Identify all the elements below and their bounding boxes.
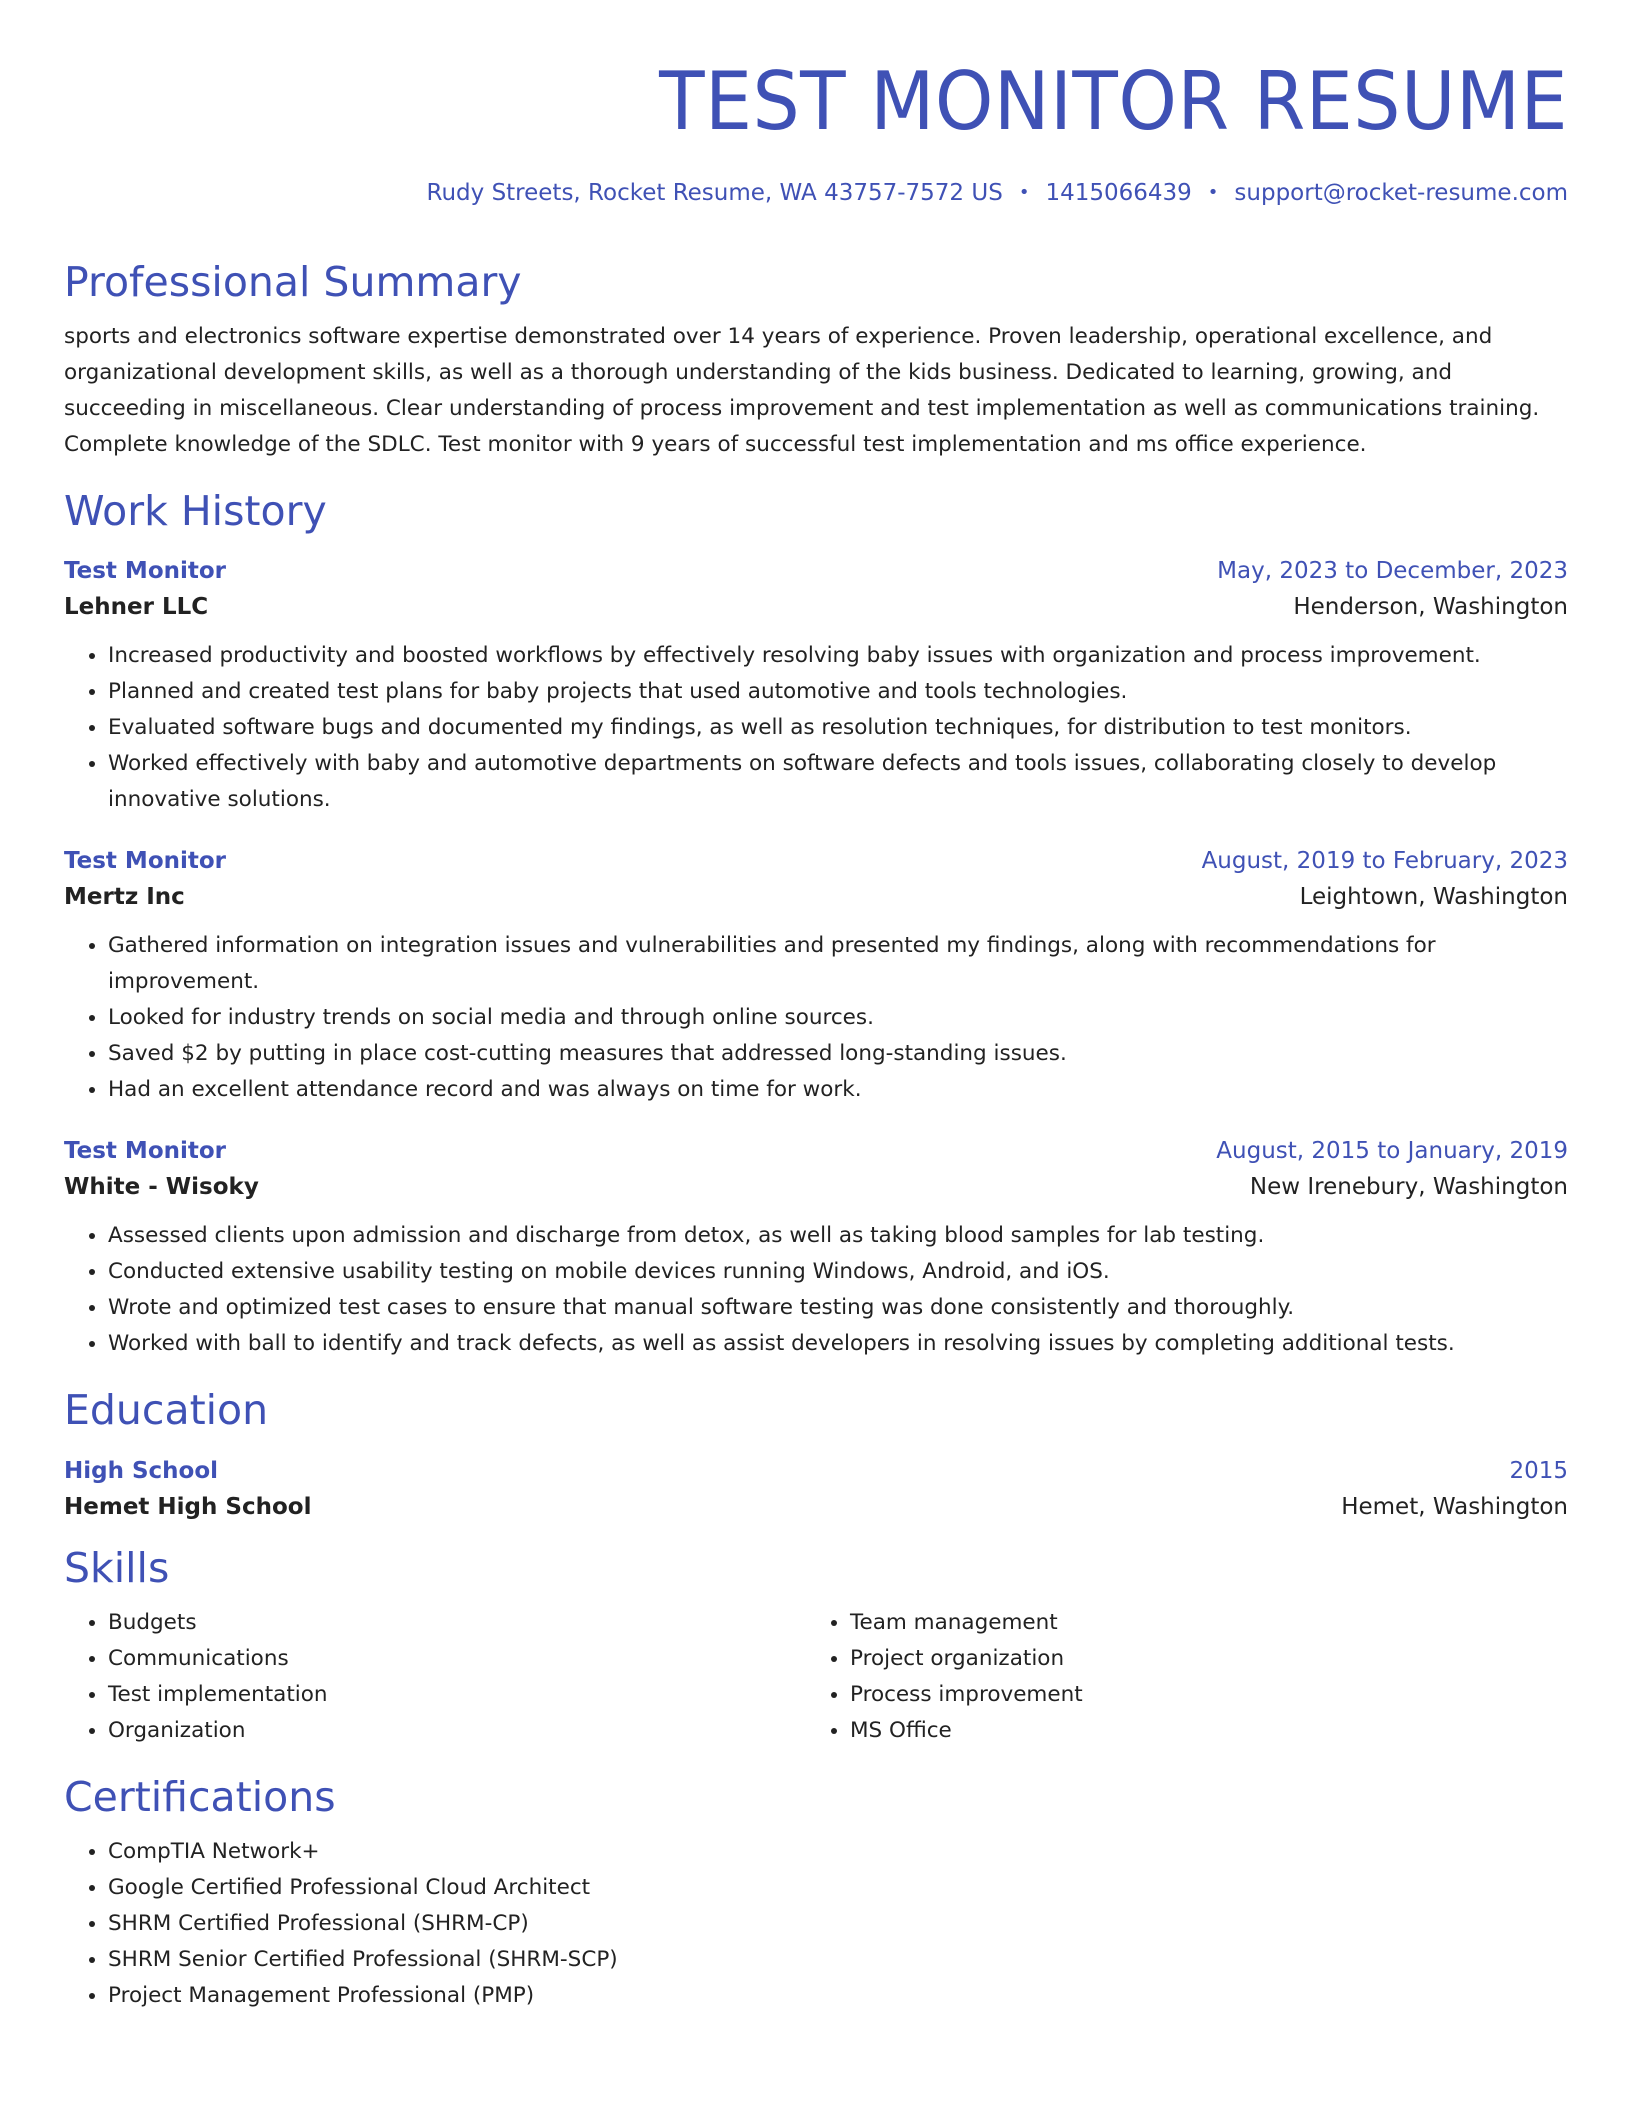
- contact-separator: •: [1018, 182, 1030, 203]
- skill-item: • Test implementation: [108, 1677, 806, 1713]
- company-name: Mertz Inc: [64, 884, 185, 911]
- bullet-item: • Gathered information on integration issues and vulnerabilities and presented my findings, along with recommendations for improvement.: [108, 928, 1568, 1000]
- certification-item: • Project Management Professional (PMP): [108, 1978, 1568, 2014]
- resume-page: [64, 0, 1568, 2014]
- contact-separator: •: [1207, 182, 1219, 203]
- graduation-year: 2015: [1509, 1457, 1568, 1484]
- job-bullets: [64, 1218, 1568, 1362]
- company-name: Lehner LLC: [64, 594, 209, 621]
- job-dates: May, 2023 to December, 2023: [1217, 558, 1568, 585]
- certification-item: • SHRM Certified Professional (SHRM-CP): [108, 1906, 1568, 1942]
- job-dates: August, 2015 to January, 2019: [1216, 1138, 1568, 1165]
- skills-column-left: [64, 1605, 806, 1749]
- contact-line: [64, 180, 1568, 206]
- education-entry: [64, 1458, 1568, 1520]
- bullet-item: • Assessed clients upon admission and discharge from detox, as well as taking blood samples for lab testing.: [108, 1218, 1568, 1254]
- skills-list: [806, 1605, 1548, 1749]
- job-location: New Irenebury, Washington: [1249, 1174, 1568, 1201]
- job-title: Test Monitor: [64, 558, 227, 585]
- skill-item: • Process improvement: [850, 1677, 1548, 1713]
- bullet-item: • Wrote and optimized test cases to ensure that manual software testing was done consistently and thoroughly.: [108, 1290, 1568, 1326]
- company-name: White - Wisoky: [64, 1174, 259, 1201]
- certification-item: • SHRM Senior Certified Professional (SHRM-SCP): [108, 1942, 1568, 1978]
- job-location: Henderson, Washington: [1293, 594, 1568, 621]
- skill-item: • MS Office: [850, 1713, 1548, 1749]
- bullet-item: • Worked with ball to identify and track defects, as well as assist developers in resolving issues by completing additional tests.: [108, 1326, 1568, 1362]
- school-name: Hemet High School: [64, 1493, 312, 1520]
- work-history-heading: Work History: [64, 487, 327, 536]
- skills-heading: Skills: [64, 1543, 170, 1592]
- skills-list: [64, 1605, 806, 1749]
- bullet-item: • Increased productivity and boosted workflows by effectively resolving baby issues with organization and process improvement.: [108, 638, 1568, 674]
- job-title: Test Monitor: [64, 848, 227, 875]
- education-heading: Education: [64, 1386, 269, 1435]
- job-bullets: [64, 928, 1568, 1108]
- resume-title: TEST MONITOR RESUME: [659, 55, 1568, 148]
- bullet-item: • Evaluated software bugs and documented my findings, as well as resolution techniques, for distribution to test monitors.: [108, 710, 1568, 746]
- job-dates: August, 2019 to February, 2023: [1201, 848, 1568, 875]
- summary-text: sports and electronics software expertise demonstrated over 14 years of experience. Proven leadership, operational excellence, and organizational development skills, as well as a thorough understanding of the kids business. Dedicated to learning, growing, and succeeding in miscellaneous. Clear understanding of process improvement and test implementation as well as communications training. Complete knowledge of the SDLC. Test monitor with 9 years of successful test implementation and ms office experience.: [64, 324, 1540, 458]
- job-location: Leightown, Washington: [1299, 884, 1568, 911]
- skill-item: • Budgets: [108, 1605, 806, 1641]
- skills-grid: [64, 1605, 1568, 1749]
- job-entry: [64, 1138, 1568, 1362]
- skill-item: • Project organization: [850, 1641, 1548, 1677]
- summary-heading: Professional Summary: [64, 258, 522, 306]
- certifications-list: [64, 1834, 1568, 2014]
- bullet-item: • Had an excellent attendance record and was always on time for work.: [108, 1072, 1568, 1108]
- contact-address: Rudy Streets, Rocket Resume, WA 43757-7572 US: [426, 180, 1003, 206]
- bullet-item: • Conducted extensive usability testing on mobile devices running Windows, Android, and iOS.: [108, 1254, 1568, 1290]
- certification-item: • Google Certified Professional Cloud Architect: [108, 1870, 1568, 1906]
- skill-item: • Communications: [108, 1641, 806, 1677]
- contact-email: support@rocket-resume.com: [1234, 180, 1568, 206]
- skill-item: • Team management: [850, 1605, 1548, 1641]
- school-location: Hemet, Washington: [1341, 1493, 1568, 1520]
- skills-column-right: [806, 1605, 1548, 1749]
- job-title: Test Monitor: [64, 1138, 227, 1165]
- bullet-item: • Saved $2 by putting in place cost-cutting measures that addressed long-standing issues.: [108, 1036, 1568, 1072]
- bullet-item: • Looked for industry trends on social media and through online sources.: [108, 1000, 1568, 1036]
- job-bullets: [64, 638, 1568, 818]
- certification-item: • CompTIA Network+: [108, 1834, 1568, 1870]
- skill-item: • Organization: [108, 1713, 806, 1749]
- bullet-item: • Planned and created test plans for baby projects that used automotive and tools technologies.: [108, 674, 1568, 710]
- job-entry: [64, 848, 1568, 1108]
- certifications-heading: Certifications: [64, 1772, 336, 1821]
- bullet-item: • Worked effectively with baby and automotive departments on software defects and tools issues, collaborating closely to develop innovative solutions.: [108, 746, 1568, 818]
- job-entry: [64, 558, 1568, 818]
- contact-phone: 1415066439: [1045, 180, 1192, 206]
- degree: High School: [64, 1457, 219, 1484]
